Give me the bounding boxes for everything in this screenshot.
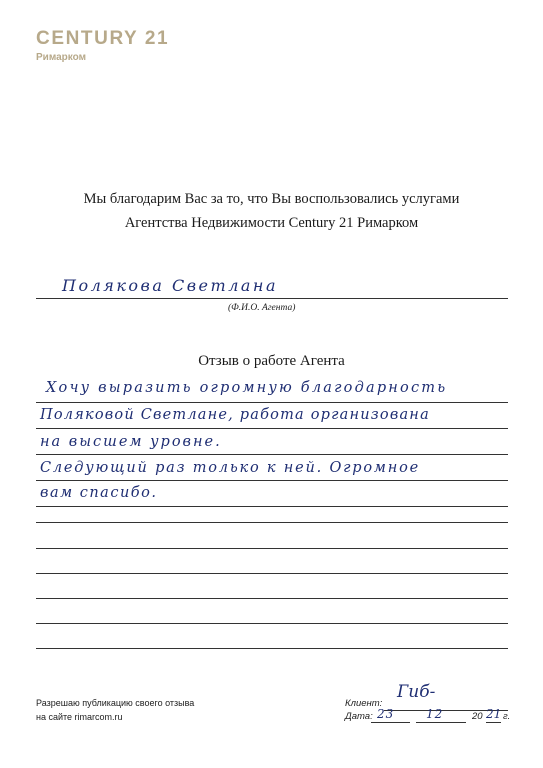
review-rule [36, 506, 508, 507]
review-line-2: Поляковой Светлане, работа организована [40, 407, 430, 423]
date-day-line [371, 722, 410, 723]
review-line-4: Следующий раз только к ней. Огромное [40, 460, 420, 476]
date-day: 23 [377, 707, 395, 721]
consent-line-1: Разрешаю публикацию своего отзыва [36, 698, 195, 708]
date-year-end: г. [503, 711, 511, 722]
consent-line-2: на сайте rimarcom.ru [36, 712, 123, 722]
date-month: 12 [426, 707, 444, 721]
review-rule [36, 522, 508, 523]
review-rule [36, 480, 508, 481]
client-label: Клиент: [345, 698, 383, 709]
logo-office: Римарком [36, 52, 86, 63]
thanks-line-2: Агентства Недвижимости Century 21 Римарком [124, 215, 419, 231]
date-month-line [416, 722, 466, 723]
thanks-line-1: Мы благодарим Вас за то, что Вы воспользовались услугами [83, 191, 460, 207]
review-line-1: Хочу выразить огромную благодарность [46, 380, 448, 396]
century21-logo [36, 28, 169, 64]
client-signature: Гиб- [397, 682, 436, 702]
review-rule [36, 623, 508, 624]
review-rule [36, 454, 508, 455]
agent-name-caption: (Ф.И.О. Агента) [228, 303, 296, 313]
review-rule [36, 598, 508, 599]
date-year-prefix: 20 [472, 711, 483, 722]
date-year-suffix: 21 [486, 707, 502, 721]
logo-brand: CENTURY 21 [36, 28, 170, 49]
agent-name-handwritten: Полякова Светлана [62, 276, 278, 295]
agent-name-line [36, 298, 508, 299]
review-line-5: вам спасибо. [40, 485, 158, 501]
review-rule [36, 402, 508, 403]
review-rule [36, 573, 508, 574]
review-line-3: на высшем уровне. [40, 434, 222, 450]
review-rule [36, 428, 508, 429]
date-year-line [486, 722, 501, 723]
review-title: Отзыв о работе Агента [198, 353, 345, 369]
review-rule [36, 548, 508, 549]
review-rule [36, 648, 508, 649]
date-label: Дата: [345, 711, 373, 722]
